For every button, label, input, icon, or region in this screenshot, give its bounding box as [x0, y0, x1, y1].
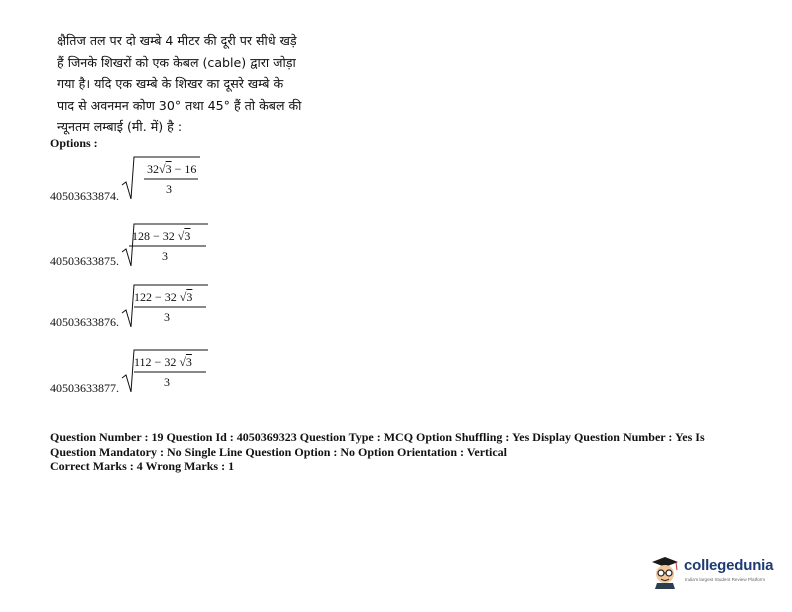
question-line: गया है। यदि एक खम्बे के शिखर का दूसरे खम्बे के: [57, 76, 284, 91]
option-id: 40503633877.: [50, 381, 119, 395]
metadata-line: Question Mandatory : No Single Line Question Option : No Option Orientation : Vertical: [50, 444, 508, 459]
question-line: न्यूनतम लम्बाई (मी. में) है :: [57, 119, 183, 134]
option-numerator: 112 − 32 √3: [134, 355, 192, 369]
question-metadata: [50, 430, 750, 474]
option-numerator: 32√3 − 16: [147, 162, 197, 176]
option-numerator: 122 − 32 √3: [134, 290, 193, 304]
logo-name: collegedunia: [684, 557, 774, 574]
question-line: हैं जिनके शिखरों को एक केबल (cable) द्वारा जोड़ा: [57, 54, 296, 70]
collegedunia-logo: [650, 555, 780, 591]
options-label: Options :: [50, 136, 98, 150]
option-id: 40503633876.: [50, 315, 119, 329]
metadata-line: Question Number : 19 Question Id : 4050369323 Question Type : MCQ Option Shuffling : Yes Display Question Number : Yes Is: [50, 430, 705, 444]
option-id: 40503633874.: [50, 189, 119, 203]
mascot-icon: [650, 555, 680, 589]
metadata-line: Correct Marks : 4 Wrong Marks : 1: [50, 459, 235, 473]
question-line: पाद से अवनमन कोण 30° तथा 45° हैं तो केबल की: [57, 97, 302, 113]
option-expression: [120, 155, 210, 201]
option-denominator: 3: [162, 249, 168, 263]
option-denominator: 3: [164, 375, 170, 389]
question-line: क्षैतिज तल पर दो खम्बे 4 मीटर की दूरी पर सीधे खड़े: [57, 33, 297, 48]
option-expression: [120, 283, 215, 329]
logo-tagline: India's largest Student Review Platform: [685, 577, 766, 582]
option-denominator: 3: [164, 310, 170, 324]
option-id: 40503633875.: [50, 254, 119, 268]
option-expression: [120, 222, 215, 268]
option-denominator: 3: [166, 182, 172, 196]
question-text: [57, 30, 307, 138]
option-numerator: 128 − 32 √3: [132, 229, 191, 243]
option-expression: [120, 348, 215, 394]
